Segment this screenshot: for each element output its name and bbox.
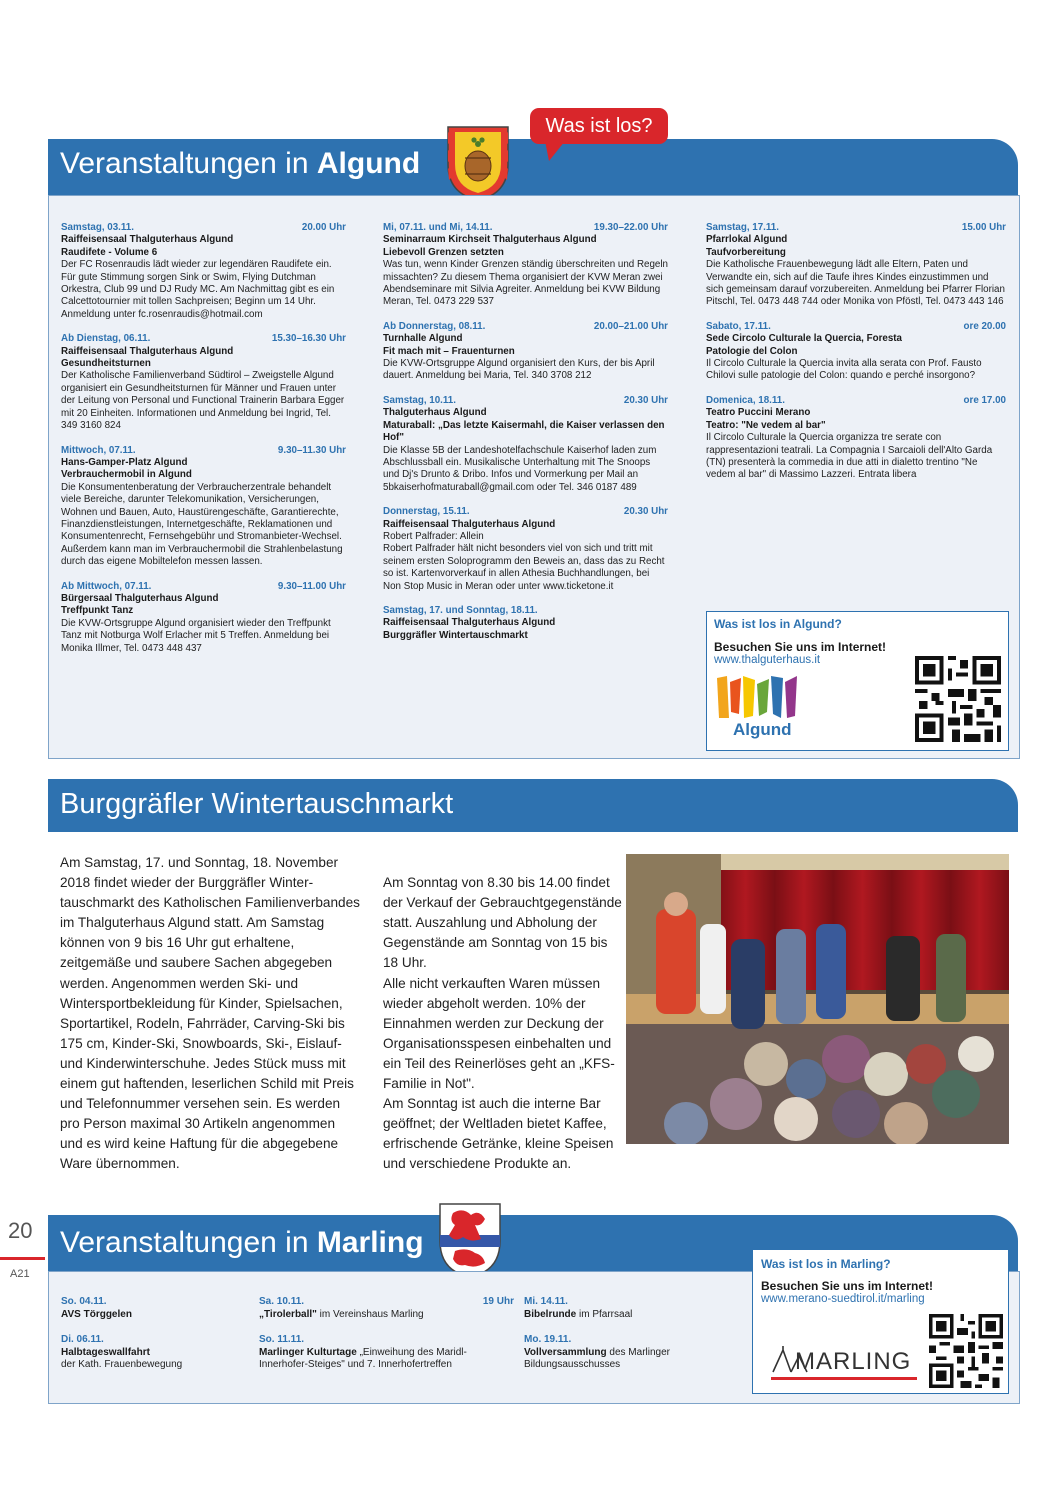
event-item: Sabato, 17.11. ore 20.00 Sede Circolo Culturale la Quercia, Foresta Patologie del Colon Il Circolo Culturale la Quercia invita alla serata con Prof. Fausto Chilovi sulle patologie del Colon: quando e perché insorgono? bbox=[706, 320, 1006, 382]
info-question: Was ist los in Algund? bbox=[714, 617, 842, 631]
event-item: Mo. 19.11. Vollversammlung des Marlinger Bildungsausschusses bbox=[524, 1334, 670, 1370]
event-item: Di. 06.11. Halbtageswallfahrt der Kath. Frauenbewegung bbox=[61, 1334, 183, 1370]
wintertauschmarkt-header-bar bbox=[48, 779, 1018, 832]
marling-website-link[interactable]: www.merano-suedtirol.it/marling bbox=[761, 1293, 925, 1305]
market-photo bbox=[626, 854, 1009, 1144]
marling-qr-code-icon bbox=[929, 1314, 1003, 1388]
algund-header-bar bbox=[48, 139, 1018, 195]
event-item: Donnerstag, 15.11. 20.30 Uhr Raiffeisensaal Thalguterhaus Algund Robert Palfrader: Allein Robert Palfrader hält nicht besonders viel von sich und tritt mit seinem ersten Soloprogramm den Beweis an, dass das zu Recht so ist. Kartenvorverkauf in allen Athesia Buchhandlungen, bei Non Stop Music in Meran oder unter www.ticketone.it bbox=[383, 506, 668, 592]
info-visit: Besuchen Sie uns im Internet! bbox=[714, 640, 887, 654]
marling-column-1 bbox=[61, 1296, 251, 1385]
algund-coat-of-arms bbox=[445, 124, 511, 202]
marling-logo-text: MARLING bbox=[795, 1348, 912, 1375]
algund-column-1 bbox=[61, 222, 346, 667]
algund-header-title: Veranstaltungen in Algund bbox=[60, 147, 421, 180]
page-sub-number: A21 bbox=[10, 1268, 30, 1280]
event-item: Samstag, 17. und Sonntag, 18.11. Raiffeisensaal Thalguterhaus Algund Burggräfler Wintertauschmarkt bbox=[383, 604, 556, 641]
event-item: Samstag, 03.11. 20.00 Uhr Raiffeisensaal Thalguterhaus Algund Raudifete - Volume 6 Der FC Rosenraudis lädt wieder zur legendären Raudifete ein. Für gute Stimmung sorgen Sink or Swim, Flying Dutchman Orkestra, Club 99 und DJ Rudy MC. Am Nachmittag gibt es ein Calcettotournier mit tollen Sachpreisen; Beginn um 14 Uhr. Anmeldung unter fc.rosenraudis@hotmail.com bbox=[61, 222, 346, 320]
page-number-rule bbox=[0, 1257, 45, 1260]
was-ist-los-bubble: Was ist los? bbox=[530, 108, 668, 144]
algund-logo-text: Algund bbox=[733, 720, 792, 739]
event-item: Ab Mittwoch, 07.11. 9.30–11.00 Uhr Bürgersaal Thalguterhaus Algund Treffpunkt Tanz Die KVW-Ortsgruppe Algund organisiert wieder den Treffpunkt Tanz mit Notburga Wolf Erlacher mit 5 Treffen. Anmeldung bei Monika Illmer, Tel. 0473 448 437 bbox=[61, 580, 346, 654]
wintertauschmarkt-title: Burggräfler Wintertauschmarkt bbox=[60, 788, 454, 820]
info-visit: Besuchen Sie uns im Internet! bbox=[761, 1279, 934, 1293]
marling-column-2 bbox=[259, 1296, 514, 1385]
info-question: Was ist los in Marling? bbox=[761, 1257, 891, 1271]
marling-coat-of-arms bbox=[437, 1201, 503, 1279]
event-item: So. 11.11. Marlinger Kulturtage „Einweihung des Maridl-Innerhofer-Steiges" und 7. Innerhofertreffen bbox=[259, 1334, 467, 1370]
marling-column-3 bbox=[524, 1296, 724, 1385]
event-item: Mi. 14.11. Bibelrunde im Pfarrsaal bbox=[524, 1296, 633, 1320]
algund-column-3 bbox=[706, 222, 1006, 494]
speech-bubble-tail bbox=[545, 141, 565, 161]
page-number: 20 bbox=[8, 1218, 33, 1243]
event-item: Ab Dienstag, 06.11. 15.30–16.30 Uhr Raiffeisensaal Thalguterhaus Algund Gesundheitsturnen Der Katholische Familienverband Südtirol – Zweigstelle Algund organisiert ein Gesundheitsturnen für Männer und Frauen unter der Leitung von Personal und Functional Trainerin Barbara Egger mit 20 Einheiten. Informationen und Anmeldung bei Ingrid, Tel. 349 3160 824 bbox=[61, 333, 346, 432]
event-item: Samstag, 17.11. 15.00 Uhr Pfarrlokal Algund Taufvorbereitung Die Katholische Frauenbewegung lädt alle Eltern, Paten und Verwandte ein, sich auf die Taufe ihres Kindes einzustimmen und sich gemeinsam darauf vorzubereiten. Anmeldung bei Pfarrer Florian Pitschl, Tel. 0473 448 744 oder Monika von Pföstl, Tel. 0473 443 146 bbox=[706, 222, 1006, 308]
event-item: Samstag, 10.11. 20.30 Uhr Thalguterhaus Algund Maturaball: „Das letzte Kaisermahl, die Kaiser verlassen den Hof" Die Klasse 5B der Landeshotelfachschule Kaiserhof laden zum Abschlussball ein. Musikalische Unterhaltung mit The Snoops und Dj's Drunto & Dribo. Infos und Vormerkung per Mail an 5bkaiserhofmaturaball@gmail.com oder Tel. 346 0187 489 bbox=[383, 394, 668, 493]
event-item: Sa. 10.11. 19 Uhr „Tirolerball" im Vereinshaus Marling bbox=[259, 1296, 514, 1320]
event-item: So. 04.11. AVS Törggelen bbox=[61, 1296, 132, 1320]
event-item: Ab Donnerstag, 08.11. 20.00–21.00 Uhr Turnhalle Algund Fit mach mit – Frauenturnen Die KVW-Ortsgruppe Algund organisiert den Kurs, der bis April dauert. Anmeldung bei Maria, Tel. 340 3708 212 bbox=[383, 320, 668, 382]
algund-logo-icon bbox=[717, 676, 799, 718]
algund-column-2 bbox=[383, 222, 668, 654]
article-column-1: Am Samstag, 17. und Sonntag, 18. November 2018 findet wieder der Burggräfler Wintertauschmarkt des Katholischen Familienverbandes im Thalguterhaus Algund statt. Am Samstag können von 9 bis 16 Uhr gut erhaltene, zeitgemäße und saubere Sachen abgegeben werden. Angenommen werden Ski- und Wintersportbekleidung für Kinder, Spielsachen, Sportartikel, Rodeln, Fahrräder, Carving-Ski bis 175 cm, Kinder-Ski, Snowboards, Ski-, Eislauf- und Kinderwinterschuhe. Jedes Stück muss mit einem gut haftenden, leserlichen Schild mit Preis und Telefonnummer versehen sein. Es werden pro Person maximal 30 Artikeln angenommen und es wird keine Haftung für die abgegebene Ware übernommen. bbox=[60, 855, 360, 1172]
marling-header-title: Veranstaltungen in Marling bbox=[60, 1226, 424, 1259]
algund-info-box bbox=[706, 611, 1009, 751]
article-column-2: Am Sonntag von 8.30 bis 14.00 findet der Verkauf der Gebrauchtgegenstände statt. Auszahlung und Abholung der Gegenstände am Sonntag von 15 bis 18 Uhr. Alle nicht verkauften Waren müssen wieder abgeholt werden. 10% der Einnahmen werden zur Deckung der Organisationsspesen einbehalten und ein Teil des Reinerlöses geht an „KFS-Familie in Not". Am Sonntag ist auch die interne Bar geöffnet; der Weltladen bietet Kaffee, erfrischende Getränke, kleine Speisen und verschiedene Produkte an. bbox=[383, 875, 622, 1172]
algund-website-link[interactable]: www.thalguterhaus.it bbox=[714, 654, 821, 666]
marling-info-box bbox=[752, 1249, 1009, 1394]
algund-qr-code-icon bbox=[915, 656, 1001, 742]
event-item: Domenica, 18.11. ore 17.00 Teatro Puccini Merano Teatro: "Ne vedem al bar" Il Circolo Culturale la Quercia organizza tre serate con rappresentazioni teatrali. La Compagnia I Sarcaioli dell'Alto Garda (TN) presenterà la commedia in due atti in dialetto trentino "Ne vedem al bar" di Massimo Lazzeri. Entrata libera bbox=[706, 394, 1006, 481]
marling-logo-rule bbox=[771, 1377, 917, 1380]
event-item: Mi, 07.11. und Mi, 14.11. 19.30–22.00 Uhr Seminarraum Kirchseit Thalguterhaus Algund Liebevoll Grenzen setzten Was tun, wenn Kinder Grenzen ständig überschreiten und Regeln missachten? Zu diesem Thema organisiert der KVW Meran zwei Abendseminare mit Silvia Agreiter. Anmeldung bei KVW Bildung Meran, Tel. 0473 229 537 bbox=[383, 222, 669, 308]
event-item: Mittwoch, 07.11. 9.30–11.30 Uhr Hans-Gamper-Platz Algund Verbrauchermobil in Algund Die Konsumentenberatung der Verbraucherzentrale behandelt viele Bereiche, darunter Telekomunikation, Versicherungen, Wohnen und Bauen, Auto, Haustürengeschäfte, Garantierechte, Finanzdienstleistungen, Internetgeschäfte, Reklamationen und Konsumentenrecht, Fernsehgebühr und Stromanbieter-Wechsel. Außerdem kann man im Verbrauchermobil die Strahlenbelastung durch das eigene Mobiltelefon messen lassen. bbox=[61, 444, 346, 568]
